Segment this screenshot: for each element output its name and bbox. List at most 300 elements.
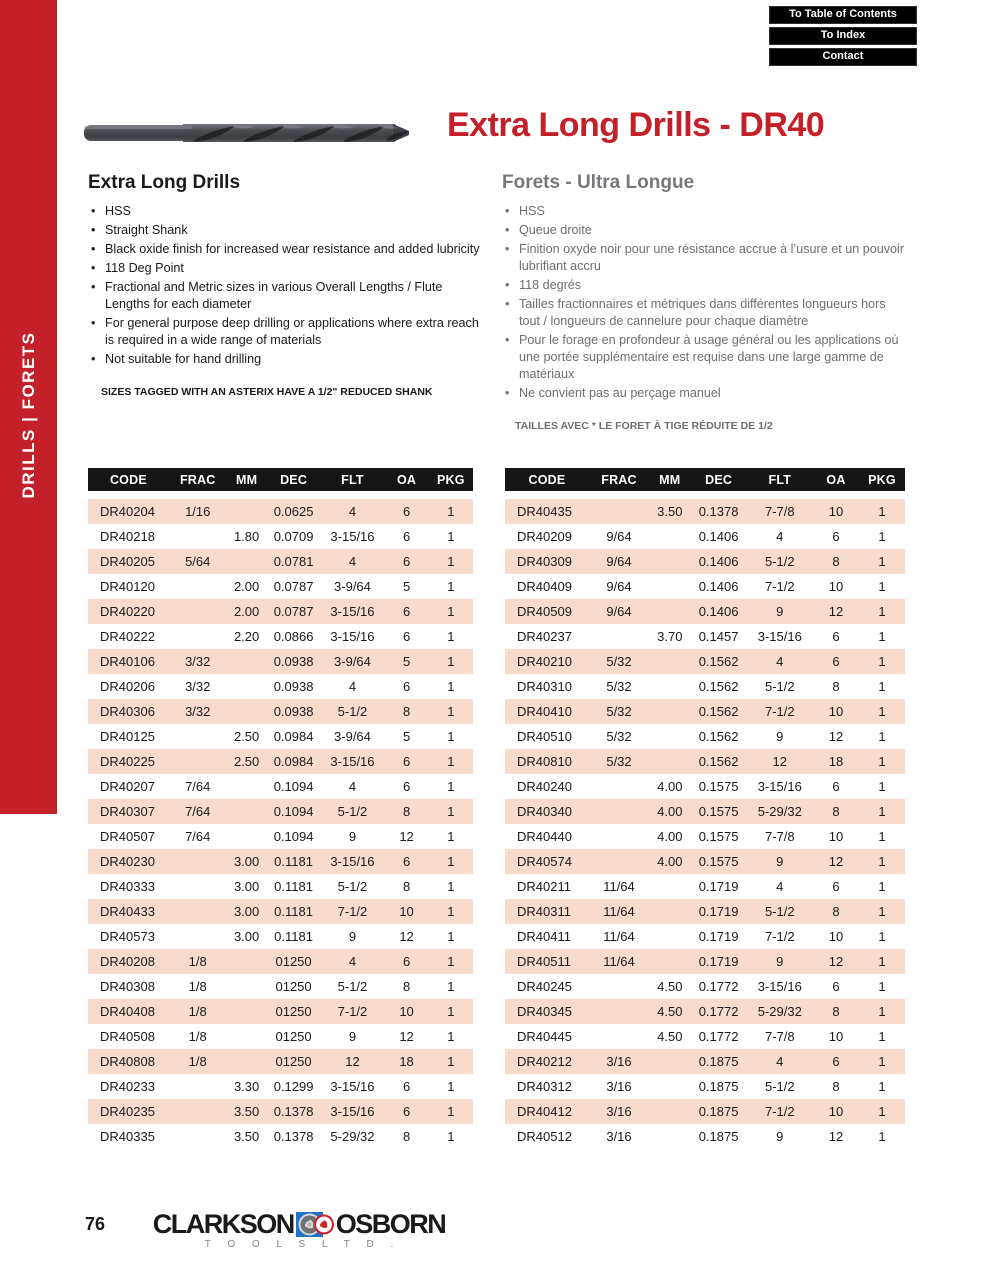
cell-value: 1: [878, 979, 886, 994]
section-french: [502, 172, 910, 432]
cell-value: 8: [402, 804, 411, 819]
table-row: [88, 824, 473, 849]
cell-value: 6: [832, 879, 840, 894]
cell-code: DR40410: [517, 704, 572, 719]
page-title: Extra Long Drills - DR40: [447, 106, 825, 144]
cell-value: 1: [447, 579, 455, 594]
table-row: [88, 874, 473, 899]
cell-value: 1: [447, 779, 455, 794]
table-row: [505, 549, 905, 574]
cell-value: 1: [447, 854, 455, 869]
cell-value: 4.50: [657, 1029, 683, 1044]
cell-value: 01250: [275, 954, 312, 969]
table-row: [505, 574, 905, 599]
cell-value: 1: [878, 1079, 886, 1094]
cell-value: 6: [402, 604, 411, 619]
products-table-right: [505, 468, 905, 1149]
header-cell: OA: [396, 472, 417, 487]
cell-value: 01250: [275, 1004, 312, 1019]
cell-value: 4: [776, 529, 784, 544]
cell-value: 0.1875: [698, 1104, 739, 1119]
brand-tools-ltd: T O O L S L T D .: [204, 1239, 401, 1250]
cell-value: 12: [828, 854, 844, 869]
cell-code: DR40311: [517, 904, 571, 919]
cell-value: 6: [402, 1104, 411, 1119]
cell-value: 3-15/16: [757, 779, 802, 794]
table-row: [505, 599, 905, 624]
cell-value: 3-15/16: [330, 529, 375, 544]
cell-value: 1: [878, 579, 886, 594]
cell-code: DR40312: [517, 1079, 572, 1094]
cell-value: 1: [447, 554, 455, 569]
nav-buttons: [769, 6, 917, 66]
table-row: [88, 924, 473, 949]
cell-value: 5/32: [606, 704, 632, 719]
cell-value: 0.1875: [698, 1079, 739, 1094]
cell-value: 0.1575: [698, 779, 739, 794]
table-row: [88, 1049, 473, 1074]
bullet-item: • Tailles fractionnaires et métriques dans différentes longueurs hors tout / longueurs de cannelure pour chaque diamètre: [502, 296, 910, 330]
cell-value: 5/32: [606, 654, 632, 669]
cell-value: 3/32: [185, 679, 211, 694]
cell-value: 6: [402, 854, 411, 869]
cell-value: 0.1772: [698, 1029, 739, 1044]
cell-value: 1: [878, 904, 886, 919]
brand-clarkson: CLARKSON: [152, 1209, 294, 1239]
cell-value: 1: [447, 929, 455, 944]
cell-value: 3-15/16: [330, 754, 375, 769]
table-row: [505, 699, 905, 724]
cell-code: DR40507: [100, 829, 155, 844]
table-row: [88, 899, 473, 924]
cell-code: DR40125: [100, 729, 155, 744]
cell-value: 6: [402, 779, 411, 794]
cell-value: 1: [878, 954, 886, 969]
cell-value: 01250: [275, 1029, 312, 1044]
cell-value: 0.1181: [274, 904, 313, 919]
bullet-item: • HSS: [502, 203, 910, 220]
cell-value: 6: [832, 629, 840, 644]
table-row: [505, 1124, 905, 1149]
cell-value: 1: [447, 704, 455, 719]
cell-value: 7-1/2: [337, 1004, 368, 1019]
cell-value: 11/64: [603, 954, 635, 969]
header-cell: MM: [235, 472, 258, 487]
cell-code: DR40310: [517, 679, 572, 694]
cell-value: 6: [402, 529, 411, 544]
cell-value: 5-1/2: [337, 979, 368, 994]
cell-code: DR40235: [100, 1104, 155, 1119]
cell-code: DR40106: [100, 654, 155, 669]
cell-value: 0.1875: [698, 1054, 739, 1069]
cell-value: 3/32: [185, 704, 211, 719]
cell-value: 1: [447, 1129, 455, 1144]
cell-value: 10: [828, 829, 844, 844]
cell-value: 1: [878, 1029, 886, 1044]
cell-value: 1: [878, 1054, 886, 1069]
cell-value: 1: [878, 604, 886, 619]
cell-value: 5/32: [606, 754, 632, 769]
english-heading: Extra Long Drills: [88, 172, 241, 193]
cell-value: 3/16: [606, 1129, 632, 1144]
table-row: [505, 524, 905, 549]
cell-value: 1: [878, 879, 886, 894]
cell-value: 9: [776, 954, 784, 969]
cell-value: 1: [878, 829, 886, 844]
cell-value: 9/64: [606, 554, 632, 569]
cell-value: 3-15/16: [330, 1079, 375, 1094]
cell-code: DR40340: [517, 804, 572, 819]
cell-code: DR40212: [517, 1054, 572, 1069]
cell-value: 5-29/32: [330, 1129, 375, 1144]
cell-value: 5/32: [606, 679, 632, 694]
cell-value: 3/16: [606, 1104, 632, 1119]
cell-value: 9: [776, 729, 784, 744]
cell-value: 1: [447, 904, 455, 919]
cell-value: 8: [832, 679, 840, 694]
cell-value: 7-1/2: [337, 904, 368, 919]
cell-value: 5: [402, 729, 411, 744]
cell-value: 6: [832, 1054, 840, 1069]
cell-value: 5-1/2: [337, 704, 368, 719]
cell-value: 5-1/2: [764, 1079, 795, 1094]
cell-value: 1: [447, 1104, 455, 1119]
cell-code: DR40209: [517, 529, 572, 544]
cell-value: 1: [447, 604, 455, 619]
cell-value: 1: [447, 729, 455, 744]
table-row: [505, 1049, 905, 1074]
bullet-item: • Ne convient pas au perçage manuel: [502, 385, 910, 402]
cell-value: 0.0938: [273, 704, 314, 719]
products-table-left: [88, 468, 473, 1149]
table-row: [88, 849, 473, 874]
cell-value: 7/64: [185, 829, 211, 844]
cell-code: DR40207: [100, 779, 155, 794]
cell-value: 7-1/2: [764, 929, 795, 944]
table-row: [88, 674, 473, 699]
table-row: [505, 1099, 905, 1124]
cell-code: DR40237: [517, 629, 572, 644]
cell-value: 4.00: [657, 829, 683, 844]
cell-value: 3/16: [606, 1054, 632, 1069]
cell-value: 1: [878, 1129, 886, 1144]
cell-value: 12: [399, 929, 414, 944]
cell-code: DR40218: [100, 529, 155, 544]
bullet-item: • Queue droite: [502, 222, 910, 239]
cell-value: 8: [402, 1129, 411, 1144]
french-bullet-list: [502, 203, 910, 402]
cell-value: 1: [878, 854, 886, 869]
cell-value: 1/8: [188, 1029, 207, 1044]
cell-value: 8: [832, 804, 840, 819]
cell-value: 2.50: [233, 754, 260, 769]
cell-value: 1: [878, 729, 886, 744]
cell-value: 0.0787: [273, 579, 314, 594]
table-row: [505, 799, 905, 824]
table-row: [88, 524, 473, 549]
cell-value: 0.1378: [273, 1129, 314, 1144]
cell-value: 0.1457: [698, 629, 739, 644]
cell-value: 9/64: [606, 529, 632, 544]
cell-value: 3.00: [233, 879, 260, 894]
table-row: [88, 1099, 473, 1124]
cell-value: 9: [776, 604, 784, 619]
cell-value: 0.1875: [698, 1129, 739, 1144]
cell-value: 3.50: [233, 1104, 260, 1119]
cell-code: DR40412: [517, 1104, 572, 1119]
table-row: [88, 574, 473, 599]
table-body: [88, 499, 473, 1149]
cell-value: 4: [348, 954, 357, 969]
page-number: 76: [85, 1214, 106, 1234]
cell-value: 12: [828, 729, 844, 744]
cell-value: 9/64: [606, 579, 632, 594]
cell-code: DR40222: [100, 629, 155, 644]
table-row: [505, 874, 905, 899]
sidebar-label: DRILLS | FORETS: [19, 331, 38, 499]
table-row: [88, 649, 473, 674]
cell-value: 12: [399, 1029, 414, 1044]
header-cell: MM: [659, 472, 681, 487]
table-row: [88, 549, 473, 574]
cell-value: 9: [776, 854, 784, 869]
cell-value: 1: [447, 829, 455, 844]
cell-value: 1: [878, 804, 886, 819]
cell-value: 1: [447, 979, 455, 994]
cell-value: 8: [832, 554, 840, 569]
cell-value: 9: [776, 1129, 784, 1144]
cell-value: 10: [828, 1104, 844, 1119]
table-row: [88, 774, 473, 799]
cell-value: 9: [348, 1029, 357, 1044]
cell-value: 1: [447, 1029, 455, 1044]
cell-code: DR40335: [100, 1129, 155, 1144]
nav-button-table-of-contents[interactable]: To Table of Contents: [769, 6, 917, 24]
cell-code: DR40808: [100, 1054, 155, 1069]
cell-value: 5-1/2: [337, 804, 368, 819]
cell-value: 1: [878, 1104, 886, 1119]
cell-value: 1: [447, 679, 455, 694]
table-row: [505, 1074, 905, 1099]
cell-value: 6: [402, 629, 411, 644]
table-row: [88, 999, 473, 1024]
cell-value: 3/32: [185, 654, 211, 669]
cell-value: 7-7/8: [764, 1029, 795, 1044]
cell-value: 11/64: [603, 879, 635, 894]
cell-value: 6: [402, 954, 411, 969]
french-heading: Forets - Ultra Longue: [502, 172, 695, 193]
cell-code: DR40508: [100, 1029, 155, 1044]
cell-value: 1: [878, 554, 886, 569]
cell-value: 11/64: [603, 929, 635, 944]
header-cell: FRAC: [179, 472, 216, 487]
cell-code: DR40574: [517, 854, 572, 869]
cell-value: 0.1562: [698, 754, 739, 769]
table-row: [88, 624, 473, 649]
header-cell: PKG: [436, 472, 465, 487]
cell-value: 3.00: [233, 854, 260, 869]
table-body: [505, 499, 905, 1149]
cell-value: 0.0984: [273, 729, 314, 744]
cell-code: DR40433: [100, 904, 155, 919]
cell-value: 7-7/8: [764, 504, 795, 519]
cell-value: 0.1378: [698, 504, 739, 519]
cell-code: DR40240: [517, 779, 572, 794]
cell-value: 10: [399, 1004, 414, 1019]
cell-value: 0.1562: [698, 654, 739, 669]
cell-value: 2.50: [233, 729, 260, 744]
table-row: [505, 924, 905, 949]
cell-value: 5-29/32: [757, 804, 802, 819]
bullet-item: • Finition oxyde noir pour une résistance accrue à l’usure et un pouvoir lubrifiant accru: [502, 241, 910, 275]
cell-code: DR40411: [517, 929, 571, 944]
cell-value: 1/16: [185, 504, 211, 519]
cell-value: 6: [832, 779, 840, 794]
table-row: [505, 1024, 905, 1049]
cell-value: 1: [878, 629, 886, 644]
bullet-item: • 118 Deg Point: [88, 260, 488, 277]
table-row: [505, 774, 905, 799]
cell-value: 1: [878, 754, 886, 769]
cell-value: 0.1575: [698, 854, 739, 869]
cell-value: 0.1575: [698, 804, 739, 819]
cell-value: 4.00: [657, 804, 683, 819]
cell-value: 5-1/2: [764, 904, 795, 919]
cell-value: 1: [878, 1004, 886, 1019]
english-bullet-list: [88, 203, 488, 368]
cell-value: 4: [776, 879, 784, 894]
table-row: [505, 949, 905, 974]
nav-button-contact[interactable]: Contact: [769, 48, 917, 66]
cell-code: DR40409: [517, 579, 572, 594]
cell-value: 0.1772: [698, 1004, 739, 1019]
cell-value: 0.0866: [273, 629, 314, 644]
section-sidebar: [0, 0, 57, 814]
cell-value: 11/64: [603, 904, 635, 919]
pinwheel-logo-icon: [296, 1211, 334, 1238]
cell-value: 1: [447, 1054, 455, 1069]
cell-value: 12: [828, 604, 844, 619]
cell-code: DR40435: [517, 504, 572, 519]
cell-value: 4.00: [657, 854, 683, 869]
cell-code: DR40408: [100, 1004, 155, 1019]
cell-code: DR40573: [100, 929, 155, 944]
cell-value: 18: [399, 1054, 414, 1069]
cell-value: 1: [447, 954, 455, 969]
bullet-item: • For general purpose deep drilling or applications where extra reach is required in a wide range of materials: [88, 315, 488, 349]
cell-value: 0.1562: [698, 679, 739, 694]
english-note: SIZES TAGGED WITH AN ASTERIX HAVE A 1/2" REDUCED SHANK: [101, 386, 433, 398]
nav-button-index[interactable]: To Index: [769, 27, 917, 45]
cell-code: DR40245: [517, 979, 572, 994]
cell-value: 6: [832, 529, 840, 544]
cell-value: 3.00: [233, 929, 260, 944]
cell-value: 0.1094: [273, 829, 314, 844]
cell-value: 12: [399, 829, 414, 844]
cell-value: 6: [402, 504, 411, 519]
cell-value: 3-15/16: [757, 979, 802, 994]
bullet-item: • Not suitable for hand drilling: [88, 351, 488, 368]
cell-value: 8: [832, 904, 840, 919]
cell-value: 1: [878, 654, 886, 669]
cell-code: DR40120: [100, 579, 155, 594]
cell-value: 7-1/2: [764, 579, 795, 594]
cell-code: DR40308: [100, 979, 155, 994]
cell-value: 5/64: [185, 554, 211, 569]
table-row: [505, 899, 905, 924]
cell-value: 3.50: [233, 1129, 260, 1144]
cell-value: 5: [402, 579, 411, 594]
cell-value: 6: [402, 1079, 411, 1094]
cell-value: 1: [447, 879, 455, 894]
cell-code: DR40345: [517, 1004, 572, 1019]
cell-value: 5-29/32: [757, 1004, 802, 1019]
cell-value: 0.0938: [273, 679, 314, 694]
cell-value: 12: [828, 1129, 844, 1144]
cell-value: 0.0938: [273, 654, 314, 669]
cell-value: 4.50: [657, 1004, 683, 1019]
cell-value: 0.1719: [698, 904, 739, 919]
cell-code: DR40220: [100, 604, 155, 619]
cell-value: 7-7/8: [764, 829, 795, 844]
cell-value: 1/8: [188, 1054, 207, 1069]
cell-value: 5-1/2: [337, 879, 368, 894]
cell-value: 1: [447, 529, 455, 544]
cell-code: DR40233: [100, 1079, 155, 1094]
cell-value: 0.1181: [274, 929, 313, 944]
cell-value: 3-15/16: [330, 854, 375, 869]
cell-code: DR40230: [100, 854, 155, 869]
cell-value: 3-15/16: [757, 629, 802, 644]
bullet-item: • Black oxide finish for increased wear resistance and added lubricity: [88, 241, 488, 258]
bullet-item: • Straight Shank: [88, 222, 488, 239]
cell-value: 4: [348, 554, 357, 569]
cell-value: 10: [828, 929, 844, 944]
cell-value: 0.1299: [273, 1079, 314, 1094]
table-row: [88, 949, 473, 974]
bullet-item: • HSS: [88, 203, 488, 220]
header-cell: OA: [826, 472, 846, 487]
cell-value: 10: [828, 1029, 844, 1044]
cell-value: 2.20: [233, 629, 260, 644]
header-cell: FRAC: [601, 472, 637, 487]
table-row: [505, 499, 905, 524]
cell-value: 5/32: [606, 729, 632, 744]
cell-value: 5: [402, 654, 411, 669]
table-header: [505, 468, 905, 491]
cell-value: 3.30: [233, 1079, 260, 1094]
cell-value: 4.00: [657, 779, 683, 794]
cell-value: 01250: [275, 979, 312, 994]
cell-value: 0.1406: [698, 604, 739, 619]
table-row: [88, 1124, 473, 1149]
header-cell: DEC: [705, 472, 733, 487]
cell-code: DR40333: [100, 879, 155, 894]
cell-value: 8: [402, 704, 411, 719]
cell-code: DR40307: [100, 804, 155, 819]
cell-value: 1: [447, 1079, 455, 1094]
cell-value: 1/8: [188, 979, 207, 994]
cell-value: 0.0787: [273, 604, 314, 619]
cell-value: 0.1378: [273, 1104, 314, 1119]
table-header: [88, 468, 473, 491]
cell-value: 5-1/2: [764, 554, 795, 569]
table-row: [505, 674, 905, 699]
cell-value: 4: [348, 504, 357, 519]
brand-osborn: OSBORN: [335, 1209, 446, 1239]
cell-value: 0.1719: [698, 929, 739, 944]
cell-value: 3/16: [606, 1079, 632, 1094]
